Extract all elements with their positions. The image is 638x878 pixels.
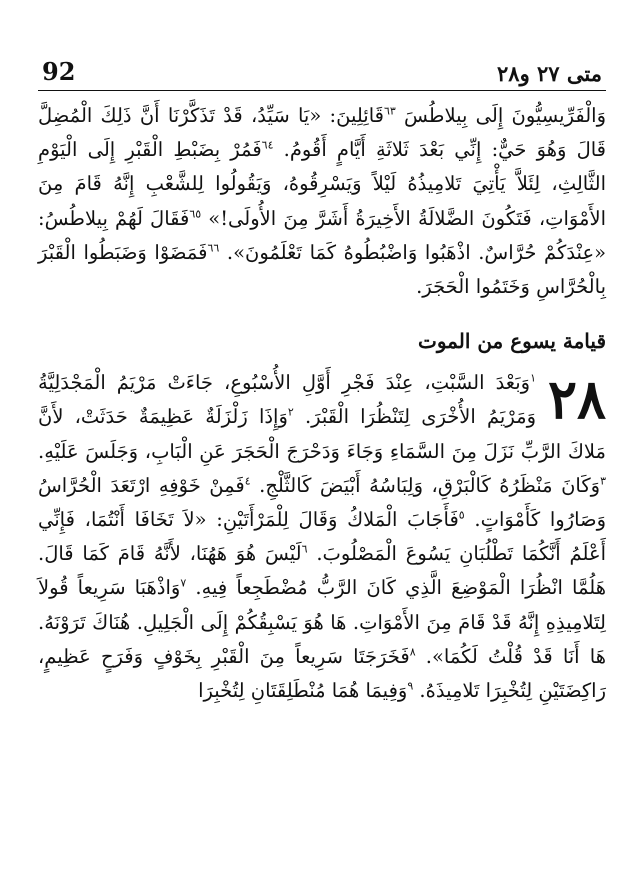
- verse-number: ٤: [244, 474, 251, 488]
- verse-text: وَالْفَرِّيسِيُّونَ إِلَى بِيلاطُسَ: [395, 104, 606, 127]
- verse-number: ٨: [409, 645, 416, 659]
- verse-number: ١: [530, 371, 536, 385]
- verse-text: وَفِيمَا هُمَا مُنْطَلِقَتَانِ لِتُخْبِرَا: [198, 679, 408, 703]
- verse-number: ٩: [407, 679, 414, 693]
- verse-text: فَمَضَوْا وَضَبَطُوا الْقَبْرَ بِالْحُرَّاسِ وَخَتَمُوا الْحَجَرَ.: [38, 240, 606, 299]
- verse-text: وَكَانَ مَنْظَرُهُ كَالْبَرْقِ، وَلِبَاسُهُ أَبْيَضَ كَالثَّلْجِ.: [250, 473, 601, 497]
- verse-text: فَمِنْ خَوْفِهِ ارْتَعَدَ الْحُرَّاسُ وَصَارُوا كَأَمْوَاتٍ.: [38, 473, 606, 532]
- verse-number: ٥: [458, 508, 465, 522]
- verse-text: وَبَعْدَ السَّبْتِ، عِنْدَ فَجْرِ أَوَّلِ الأُسْبُوعِ، جَاءَتْ مَرْيَمُ الْمَجْدَلِيَّةُ وَمَرْيَمُ الأُخْرَى لِتَنْظُرَا الْقَبْرَ.: [38, 371, 536, 429]
- verse-text: فَخَرَجَتَا سَرِيعاً مِنَ الْقَبْرِ بِخَوْفٍ وَفَرَحٍ عَظِيمٍ، رَاكِضَتَيْنِ لِتُخْبِرَا تَلامِيذَهُ.: [38, 644, 606, 703]
- verse-text: وَاذْهَبَا سَرِيعاً قُولاَ لِتَلامِيذِهِ إِنَّهُ قَدْ قَامَ مِنَ الأَمْوَاتِ. هَا هُوَ يَسْبِقُكُمْ إِلَى الْجَلِيلِ. هُنَاكَ تَرَوْنَهُ. هَا أَنَا قَدْ قُلْتُ لَكُمَا».: [38, 576, 606, 668]
- verse-number: ٧: [180, 576, 187, 590]
- verse-number: ٦: [301, 542, 308, 556]
- verse-text: قَائِلِينَ: «يَا سَيِّدُ، قَدْ تَذَكَّرْنَا أَنَّ ذَلِكَ الْمُضِلَّ قَالَ وَهُوَ حَيٌّ: إِنِّي بَعْدَ ثَلاثَةِ أَيَّامٍ أَقُومُ.: [38, 104, 607, 162]
- verse-number: ٢: [287, 405, 294, 419]
- page-body: [38, 99, 606, 708]
- page-number: 92: [42, 57, 76, 86]
- page-header: [38, 52, 606, 91]
- verse-text: فَمُرْ بِضَبْطِ الْقَبْرِ إِلَى الْيَوْمِ الثَّالِثِ، لِئَلاَّ يَأْتِيَ تَلامِيذُهُ لَيْلاً وَيَسْرِقُوهُ، وَيَقُولُوا لِلشَّعْبِ إِنَّهُ قَامَ مِنَ الأَمْوَاتِ، فَتَكُونَ الضَّلالَةُ الأَخِيرَةُ أَشَرَّ مِنَ الأُولَى!»: [38, 138, 606, 230]
- verse-number: ٣: [600, 474, 606, 488]
- verse-number: ٦٥: [189, 207, 202, 221]
- verse-text: فَقَالَ لَهُمْ بِيلاطُسُ: «عِنْدَكُمْ حُرَّاسٌ. اذْهَبُوا وَاضْبُطُوهُ كَمَا تَعْلَمُونَ».: [38, 206, 607, 264]
- verse-number: ٦٦: [207, 241, 220, 255]
- paragraph-matthew-28: [38, 366, 606, 708]
- verse-number: ٦٤: [261, 138, 274, 152]
- verse-number: ٦٣: [383, 104, 396, 118]
- paragraph-matthew-27: [38, 99, 606, 304]
- verse-text: لَيْسَ هُوَ هَهُنَا، لأَنَّهُ قَامَ كَمَا قَالَ. هَلُمَّا انْظُرَا الْمَوْضِعَ الَّذِي كَانَ الرَّبُّ مُضْطَجِعاً فِيهِ.: [38, 542, 606, 600]
- verse-text: وَإِذَا زَلْزَلَةٌ عَظِيمَةٌ حَدَثَتْ، لأَنَّ مَلاكَ الرَّبِّ نَزَلَ مِنَ السَّمَاءِ وَجَاءَ وَدَحْرَجَ الْحَجَرَ عَنِ الْبَابِ، وَجَلَسَ عَلَيْهِ.: [38, 405, 606, 463]
- chapter-number: ٢٨: [547, 367, 606, 432]
- running-head: متى ٢٧ و٢٨: [497, 61, 602, 86]
- section-title: قيامة يسوع من الموت: [418, 329, 606, 354]
- verse-text: فَأَجَابَ الْمَلاكُ وَقَالَ لِلْمَرْأَتَيْنِ: «لاَ تَخَافَا أَنْتُمَا، فَإِنِّي أَعْلَمُ أَنَّكُمَا تَطْلُبَانِ يَسُوعَ الْمَصْلُوبَ.: [38, 508, 607, 566]
